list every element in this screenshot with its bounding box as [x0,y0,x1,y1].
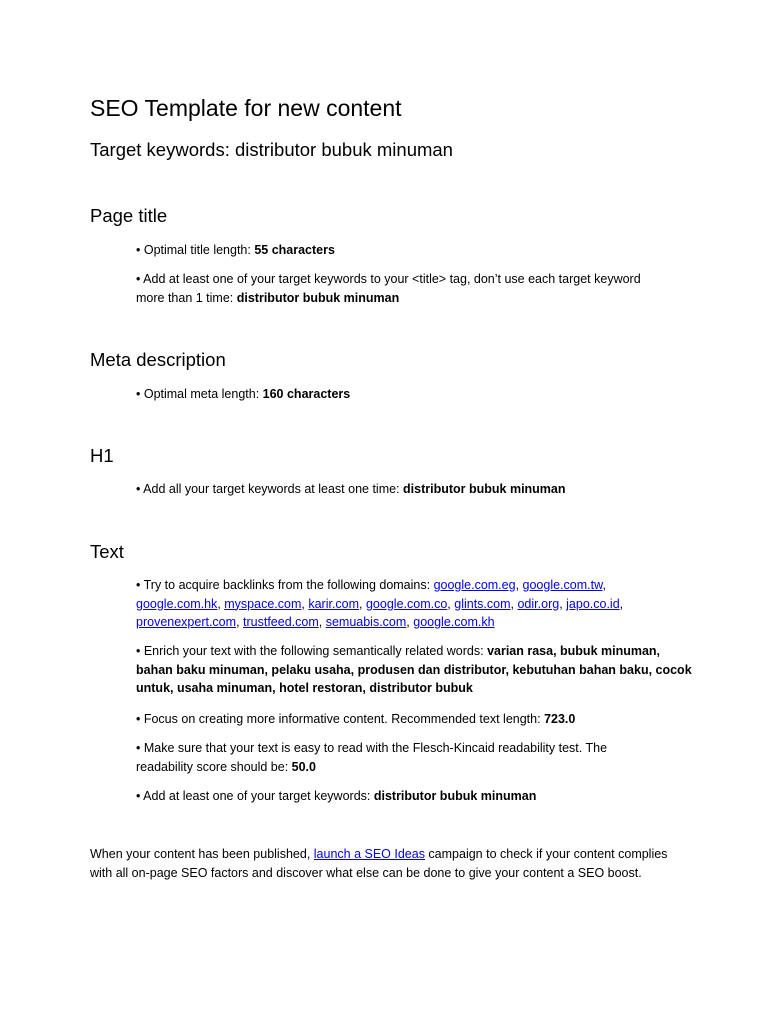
h1-heading: H1 [90,445,114,466]
semantic-words-line3 [136,679,681,698]
backlinks-line2 [136,595,681,614]
readability-line1: • Make sure that your text is easy to read with the Flesch-Kincaid readability test. The [136,741,608,755]
readability-value: 50.0 [291,759,316,774]
text-heading: Text [90,541,124,562]
domain-link[interactable]: google.com.tw [522,578,603,592]
document-title: SEO Template for new content [90,95,402,121]
domain-separator: , [301,596,309,611]
seo-ideas-link[interactable]: launch a SEO Ideas [313,847,425,861]
page-title-heading: Page title [90,205,168,226]
semantic-words-value-1: varian rasa, bubuk minuman, [487,644,661,658]
meta-length-value: 160 characters [262,387,351,401]
readability-bullet [136,739,681,776]
backlinks-line3 [136,613,681,632]
title-length-value: 55 characters [254,243,335,257]
meta-length-label: • Optimal meta length: [136,387,263,401]
readability-label: readability score should be: [136,759,292,774]
title-length-label: • Optimal title length: [136,243,255,257]
text-length-label: • Focus on creating more informative content. Recommended text length: [136,712,545,726]
domain-link[interactable]: trustfeed.com [243,615,319,630]
backlinks-label: • Try to acquire backlinks from the following domains: [136,578,434,592]
target-keywords-bullet [136,787,681,806]
domain-link[interactable]: karir.com [308,596,360,611]
h1-keywords-bullet [136,480,681,499]
h1-keywords-value: distributor bubuk minuman [403,482,566,496]
target-keywords-label: • Add at least one of your target keywords: [136,789,374,803]
meta-length-bullet [136,385,681,404]
meta-description-heading: Meta description [90,349,226,370]
domain-separator: , [359,596,366,611]
domain-separator: , [406,615,414,630]
semantic-words-value-2: bahan baku minuman, pelaku usaha, produsen dan distributor, kebutuhan bahan baku, cocok [136,662,692,677]
footer-line1 [90,845,690,864]
domain-link[interactable]: provenexpert.com [136,615,237,630]
title-keyword-label: more than 1 time: [136,290,237,305]
semantic-words-bullet [136,642,692,698]
semantic-words-line1 [136,642,681,661]
domain-separator: , [236,615,244,630]
domain-link[interactable]: myspace.com [224,596,302,611]
footer-line2: with all on-page SEO factors and discover what else can be done to give your content a SEO boost. [90,865,642,880]
domain-link[interactable]: odir.org [517,596,560,611]
domain-link[interactable]: glints.com [454,596,511,611]
semantic-words-line2 [136,661,692,680]
domain-link[interactable]: semuabis.com [325,615,407,630]
semantic-words-value-3: untuk, usaha minuman, hotel restoran, distributor bubuk [136,681,473,696]
text-length-bullet [136,710,681,729]
backlinks-bullet [136,576,681,632]
title-keyword-line2 [136,289,681,308]
domain-link[interactable]: google.com.co [365,596,448,611]
semantic-words-label: • Enrich your text with the following semantically related words: [136,644,488,658]
text-length-value: 723.0 [544,712,576,726]
domain-separator: , [217,596,225,611]
domain-separator: , [510,596,518,611]
backlinks-line1 [136,576,681,595]
domain-separator: , [619,596,624,611]
target-keywords-value: distributor bubuk minuman [373,789,537,803]
footer-paragraph [90,845,690,882]
domain-link[interactable]: japo.co.id [566,596,620,611]
readability-line2 [136,758,681,777]
target-keywords-heading: Target keywords: distributor bubuk minuman [90,139,453,160]
footer-suffix: campaign to check if your content complies [424,847,668,861]
footer-prefix: When your content has been published, [90,847,314,861]
domain-separator: , [318,615,326,630]
domain-separator: , [515,578,523,592]
domain-separator: , [602,578,606,592]
domain-link[interactable]: google.com.kh [413,615,495,630]
domain-separator: , [559,596,567,611]
domain-separator: , [447,596,455,611]
title-keyword-value: distributor bubuk minuman [236,290,400,305]
title-keyword-line1: • Add at least one of your target keywords to your <title> tag, don’t use each target keyword [136,272,641,286]
title-length-bullet [136,241,681,260]
h1-keywords-label: • Add all your target keywords at least one time: [136,482,404,496]
domain-link[interactable]: google.com.eg [433,578,516,592]
title-keyword-bullet [136,270,681,307]
domain-link[interactable]: google.com.hk [136,596,218,611]
